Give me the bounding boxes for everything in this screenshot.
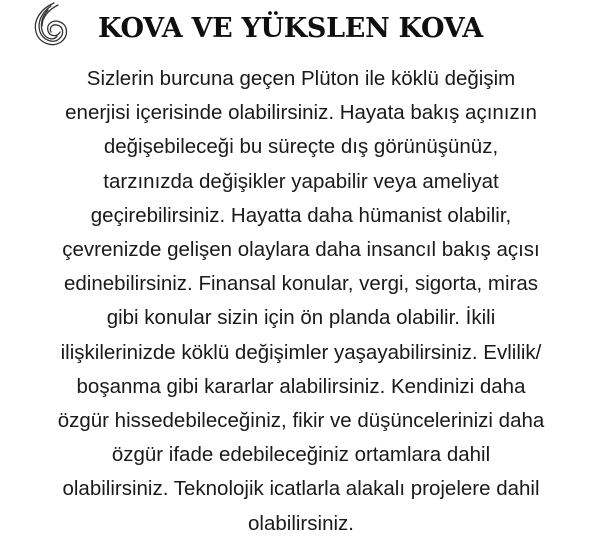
paragraph-line: özgür hissedebileceğiniz, fikir ve düşüncelerinizi daha	[57, 409, 545, 433]
paragraph-line: edinebilirsiniz. Finansal konular, vergi, sigorta, miras	[64, 272, 538, 296]
paragraph-line: geçirebilirsiniz. Hayatta daha hümanist olabilir,	[90, 203, 512, 227]
header	[0, 0, 602, 62]
paragraph-line: ilişkilerinizde köklü değişimler yaşayabilirsiniz. Evlilik/	[60, 340, 542, 364]
paragraph-line: değişebileceği bu süreçte dış görünüşünüz,	[103, 135, 499, 159]
swirl-flame-icon	[28, 1, 76, 49]
paragraph-line: boşanma gibi kararlar alabilirsiniz. Kendinizi daha	[76, 374, 526, 398]
paragraph-line: olabilirsiniz.	[248, 511, 354, 535]
paragraph-line: tarzınızda değişikler yapabilir veya ameliyat	[103, 169, 499, 193]
paragraph-line: Sizlerin burcuna geçen Plüton ile köklü değişim	[86, 67, 516, 90]
horoscope-paragraph	[6, 62, 596, 541]
page-title: KOVA VE YÜKSLEN KOVA	[98, 13, 483, 44]
paragraph-line: olabilirsiniz. Teknolojik icatlarla alakalı projelere dahil	[62, 477, 540, 501]
paragraph-line: çevrenizde gelişen olaylara daha insancıl bakış açısı	[62, 238, 540, 262]
paragraph-line: gibi konular sizin için ön planda olabilir. İkili	[106, 306, 496, 330]
paragraph-line: enerjisi içerisinde olabilirsiniz. Hayata bakış açınızın	[65, 101, 537, 125]
paragraph-line: özgür ifade edebileceğiniz ortamlara dahil	[111, 443, 491, 467]
